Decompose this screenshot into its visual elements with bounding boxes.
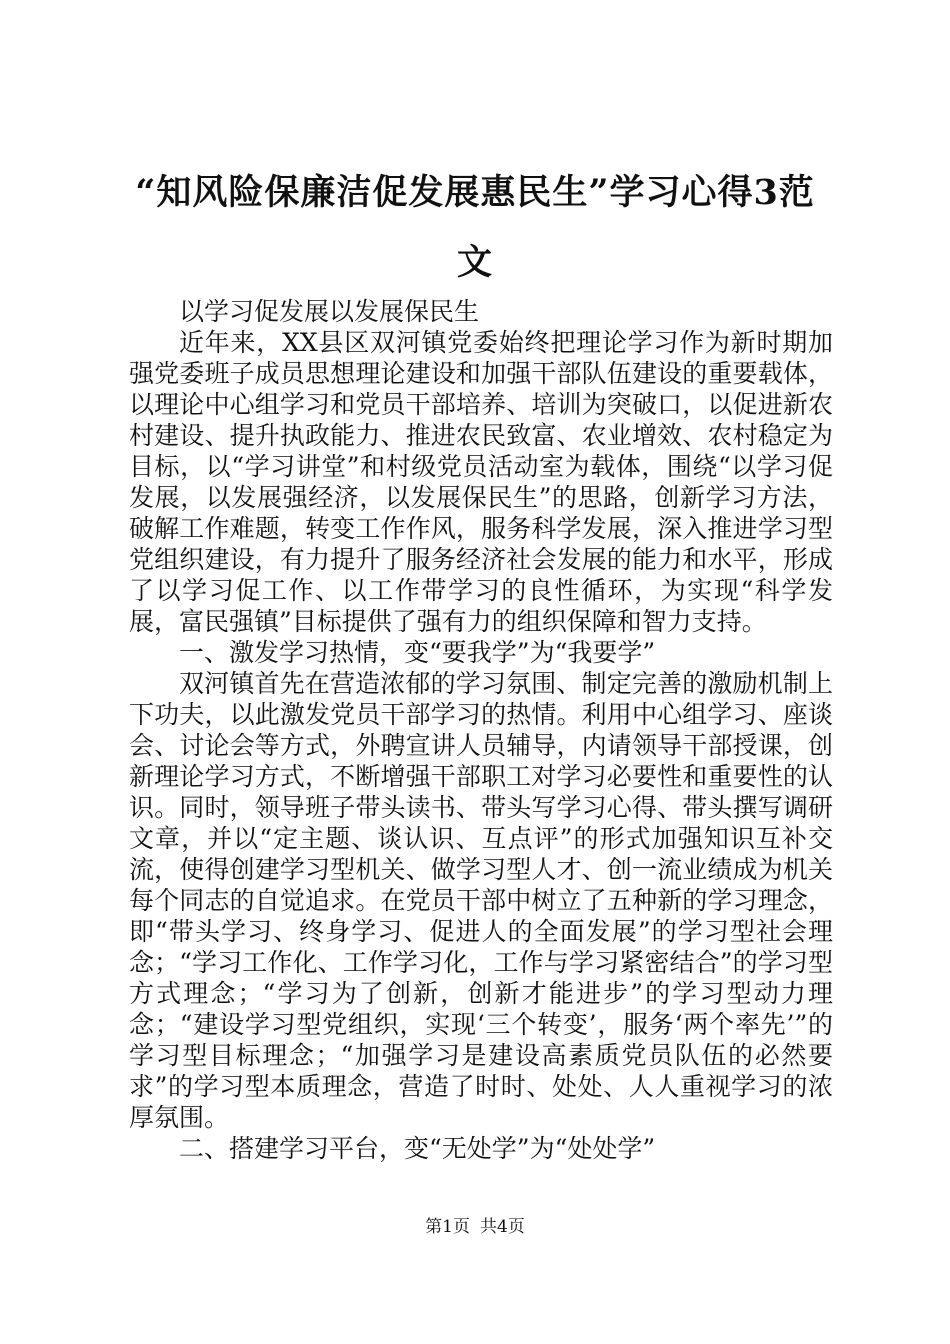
page-footer (0, 1216, 950, 1238)
heading-section-2: 二、搭建学习平台，变“无处学”为“处处学” (179, 1134, 656, 1163)
document-title: “知风险保廉洁促发展惠民生”学习心得3范文 (135, 172, 815, 283)
section-subtitle: 以学习促发展以发展保民生 (179, 297, 480, 326)
paragraph-section-1: 双河镇首先在营造浓郁的学习氛围、制定完善的激励机制上下功夫，以此激发党员干部学习的热情。利用中心组学习、座谈会、讨论会等方式，外聘宣讲人员辅导，内请领导干部授课，创新理论学习方式，不断增强干部职工对学习必要性和重要性的认识。同时，领导班子带头读书、带头写学习心得、带头撰写调研文章，并以“定主题、谈认识、互点评”的形式加强知识互补交流，使得创建学习型机关、做学习型人才、创一流业绩成为机关每个同志的自觉追求。在党员干部中树立了五种新的学习理念，即“带头学习、终身学习、促进人的全面发展”的学习型社会理念；“学习工作化、工作学习化，工作与学习紧密结合”的学习型方式理念；“学习为了创新，创新才能进步”的学习型动力理念；“建设学习型党组织，实现‘三个转变’，服务‘两个率先’”的学习型目标理念；“加强学习是建设高素质党员队伍的必然要求”的学习型本质理念，营造了时时、处处、人人重视学习的浓厚氛围。 (129, 669, 833, 1132)
document-body (129, 296, 833, 1164)
page-number-total: 共4页 (480, 1217, 525, 1237)
page-number-current: 第1页 (425, 1217, 470, 1237)
heading-section-1: 一、激发学习热情，变“要我学”为“我要学” (179, 638, 656, 667)
paragraph-intro: 近年来，XX县区双河镇党委始终把理论学习作为新时期加强党委班子成员思想理论建设和加强干部队伍建设的重要载体，以理论中心组学习和党员干部培养、培训为突破口，以促进新农村建设、提升执政能力、推进农民致富、农业增效、农村稳定为目标，以“学习讲堂”和村级党员活动室为载体，围绕“以学习促发展，以发展强经济，以发展保民生”的思路，创新学习方法，破解工作难题，转变工作作风，服务科学发展，深入推进学习型党组织建设，有力提升了服务经济社会发展的能力和水平，形成了以学习促工作、以工作带学习的良性循环，为实现“科学发展，富民强镇”目标提供了强有力的组织保障和智力支持。 (129, 328, 833, 636)
